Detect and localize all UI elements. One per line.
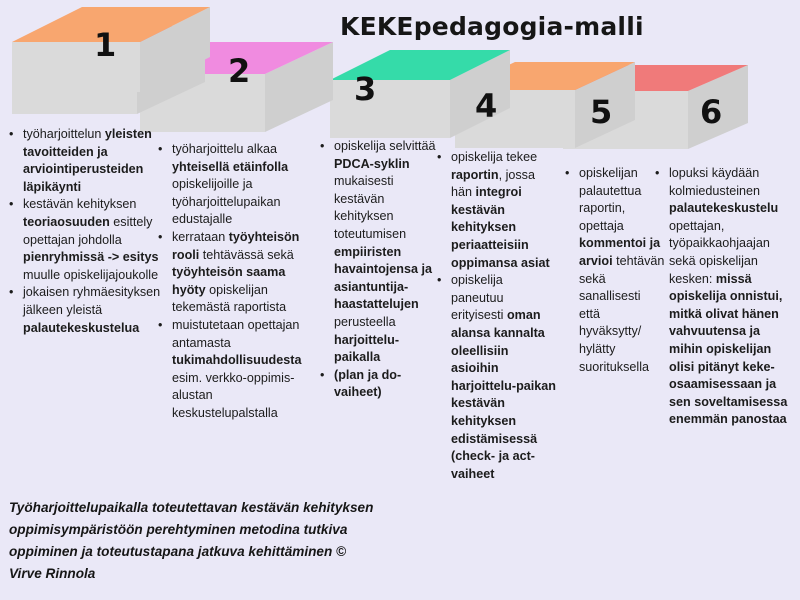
text-run: empiiristen havaintojensa ja asiantuntija-haastattelujen xyxy=(334,244,432,312)
text-run: jokaisen ryhmäesityksen jälkeen yleistä xyxy=(23,285,161,317)
list-item xyxy=(9,196,169,284)
footer-caption: Työharjoittelupaikalla toteutettavan kestävän kehityksen oppimisympäristöön perehtyminen metodina tutkiva oppiminen ja toteutustapana jatkuva kehittäminen © Virve Rinnola xyxy=(9,500,374,581)
list-item xyxy=(320,367,440,402)
step-3-text xyxy=(320,138,440,402)
text-run: mukaisesti kestävän kehityksen toteutumisen xyxy=(334,174,407,241)
text-run: harjoittelu-paikalla xyxy=(334,332,400,365)
step-number-1: 1 xyxy=(94,26,117,64)
text-run: pienryhmissä -> esitys xyxy=(23,250,159,265)
text-run: teoriaosuuden xyxy=(23,214,110,229)
step-number-3: 3 xyxy=(354,70,377,108)
text-run: kestävän kehityksen xyxy=(23,197,137,212)
text-run: esittely opettajan johdolla xyxy=(23,214,153,247)
text-run: työyhteisön rooli xyxy=(172,229,300,262)
list-item xyxy=(437,272,557,483)
text-run: yleisten tavoitteiden ja arviointiperusteiden läpikäynti xyxy=(23,127,152,194)
text-run: perusteella xyxy=(334,314,396,329)
list-item xyxy=(158,229,321,317)
text-run: työharjoittelun xyxy=(23,127,105,141)
text-run: integroi kestävän kehityksen periaatteisiin oppimansa asiat xyxy=(451,185,550,270)
text-run: , jossa hän xyxy=(451,167,535,200)
step-number-2: 2 xyxy=(228,52,251,90)
text-run: oman alansa kannalta oleellisiin asioihin harjoittelu-paikan kestävän kehityksen edistämisessä xyxy=(451,308,556,446)
text-run: tukimahdollisuudesta xyxy=(172,353,302,368)
step-number-4: 4 xyxy=(475,87,498,125)
text-run: kommentoi ja arvioi xyxy=(579,236,661,268)
text-run: missä opiskelija onnistui, mitkä olivat hänen vahvuutensa ja mihin opiskelijan olisi pitänyt keke-osaamisessaan ja sen soveltamisessa enemmän panostaa xyxy=(669,271,788,427)
text-run: opiskelija selvittää xyxy=(334,139,436,153)
text-run: muistutetaan opettajan antamasta xyxy=(172,317,300,350)
text-run: opiskelijoille ja työharjoittelupaikan edustajalle xyxy=(172,177,281,227)
text-run: (plan ja do-vaiheet) xyxy=(334,367,402,400)
step-number-5: 5 xyxy=(590,93,613,131)
step-front-face xyxy=(330,80,450,138)
list-item xyxy=(437,149,557,272)
step-4-text xyxy=(437,149,557,483)
list-item xyxy=(565,165,665,376)
page-title: KEKEpedagogia-malli xyxy=(340,12,644,41)
list-item xyxy=(655,165,797,429)
text-run: opettajan, työpaikkaohjaajan sekä opiskelijan kesken: xyxy=(669,218,770,286)
text-run: opiskelijan palautettua raportin, opettaja xyxy=(579,166,642,233)
text-run: lopuksi käydään kolmiedusteinen xyxy=(669,166,761,198)
text-run: raportin xyxy=(451,167,499,182)
text-run: kerrataan xyxy=(172,229,229,244)
step-2-text xyxy=(158,141,321,423)
list-item xyxy=(158,317,321,423)
step-front-face xyxy=(12,42,140,92)
list-item xyxy=(320,138,440,367)
text-run: (check- ja act-vaiheet xyxy=(451,449,535,481)
list-item xyxy=(9,126,169,196)
list-item xyxy=(158,141,321,229)
step-5-text xyxy=(565,165,665,376)
text-run: esim. verkko-oppimis-alustan keskustelupalstalla xyxy=(172,370,295,420)
step-1-text xyxy=(9,126,169,337)
text-run: työharjoittelu alkaa xyxy=(172,142,278,156)
text-run: palautekeskustelua xyxy=(23,320,140,335)
text-run: opiskelijan tekemästä raportista xyxy=(172,282,287,315)
text-run: opiskelija paneutuu erityisesti xyxy=(451,273,507,323)
text-run: opiskelija tekee xyxy=(451,150,538,164)
text-run: muulle opiskelijajoukolle xyxy=(23,267,159,282)
text-run: yhteisellä etäinfolla xyxy=(172,159,289,174)
step-number-6: 6 xyxy=(700,93,723,131)
list-item xyxy=(9,284,169,337)
step-6-text xyxy=(655,165,797,429)
text-run: tehtävässä sekä xyxy=(199,247,294,262)
text-run: työyhteisön saama hyöty xyxy=(172,265,286,297)
text-run: palautekeskustelu xyxy=(669,201,779,216)
text-run: tehtävän sekä sanallisesti että hyväksytty/ hylätty suorituksella xyxy=(579,253,665,374)
text-run: PDCA-syklin xyxy=(334,156,410,171)
